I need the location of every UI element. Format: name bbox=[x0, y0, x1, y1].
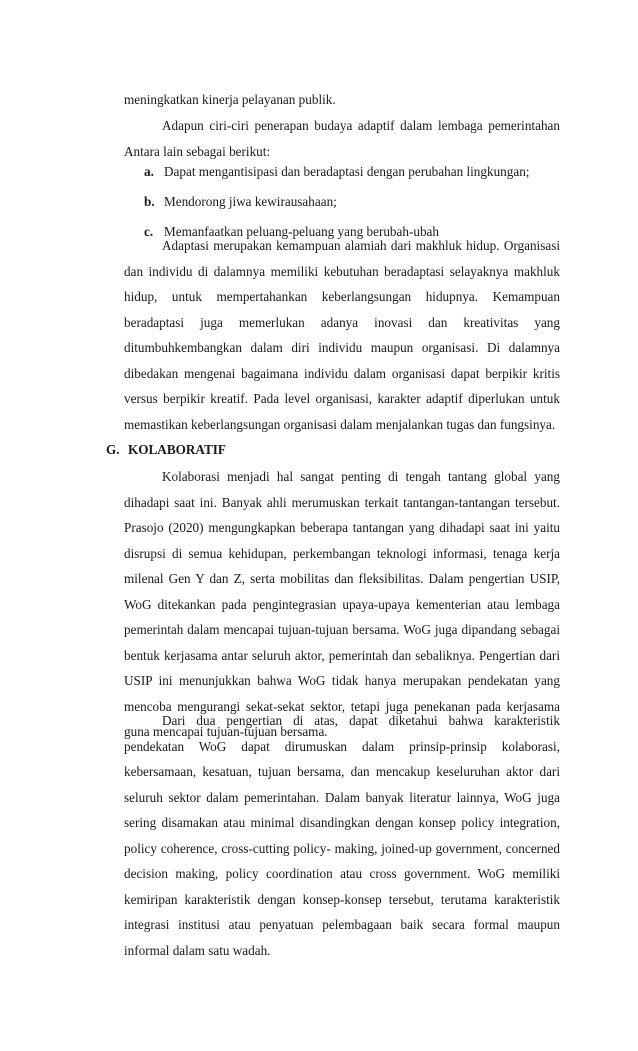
paragraph-adaptive-intro: Adapun ciri-ciri penerapan budaya adaptif dalam lembaga pemerintahan Antara lain sebagai berikut: bbox=[124, 118, 560, 159]
section-letter: G. bbox=[106, 442, 120, 457]
section-title: KOLABORATIF bbox=[128, 442, 226, 457]
section-heading-kolaboratif bbox=[106, 440, 226, 460]
list-item bbox=[124, 157, 560, 187]
paragraph-collaboration-2: Dari dua pengertian di atas, dapat diketahui bahwa karakteristik pendekatan WoG dapat dirumuskan dalam prinsip-prinsip kolaborasi, kebersamaan, kesatuan, tujuan bersama, dan mencakup keseluruhan aktor dari seluruh sektor dalam pemerintahan. Dalam banyak literatur lainnya, WoG juga sering disamakan atau minimal disandingkan dengan konsep policy integration, policy coherence, cross-cutting policy- making, joined-up government, concerned decision making, policy coordination atau cross government. WoG memiliki kemiripan karakteristik dengan konsep-konsep tersebut, terutama karakteristik integrasi institusi atau penyatuan pelembagaan baik secara formal maupun informal dalam satu wadah. bbox=[124, 713, 560, 958]
intro-line: meningkatkan kinerja pelayanan publik. bbox=[124, 92, 336, 107]
list-marker: a. bbox=[144, 164, 154, 179]
list-marker: c. bbox=[144, 224, 154, 239]
paragraph-adaptation: Adaptasi merupakan kemampuan alamiah dari makhluk hidup. Organisasi dan individu di dalamnya memiliki kebutuhan beradaptasi selayaknya makhluk hidup, untuk mempertahankan keberlangsungan hidupnya. Kemampuan beradaptasi juga memerlukan adanya inovasi dan kreativitas yang ditumbuhkembangkan dalam diri individu maupun organisasi. Di dalamnya dibedakan mengenai bagaimana individu dalam organisasi dapat berpikir kritis versus berpikir kreatif. Pada level organisasi, karakter adaptif diperlukan untuk memastikan keberlangsungan organisasi dalam menjalankan tugas dan fungsinya. bbox=[124, 238, 560, 432]
paragraph-collaboration-1: Kolaborasi menjadi hal sangat penting di tengah tantang global yang dihadapi saat ini. Banyak ahli merumuskan terkait tantangan-tantangan tersebut. Prasojo (2020) mengungkapkan beberapa tantangan yang dihadapi saat ini yaitu disrupsi di semua kehidupan, perkembangan teknologi informasi, tenaga kerja milenal Gen Y dan Z, serta mobilitas dan fleksibilitas. Dalam pengertian USIP, WoG ditekankan pada pengintegrasian upaya-upaya kementerian atau lembaga pemerintah dalam mencapai tujuan-tujuan bersama. WoG juga dipandang sebagai bentuk kerjasama antar seluruh aktor, pemerintah dan sebaliknya. Pengertian dari USIP ini menunjukkan bahwa WoG tidak hanya merupakan pendekatan yang mencoba mengurangi sekat-sekat sektor, tetapi juga penekanan pada kerjasama guna mencapai tujuan-tujuan bersama. bbox=[124, 469, 560, 739]
list-marker: b. bbox=[144, 194, 155, 209]
list-item-text: Memanfaatkan peluang-peluang yang berubah-ubah bbox=[164, 224, 439, 239]
list-item bbox=[124, 187, 560, 217]
list-item-text: Dapat mengantisipasi dan beradaptasi dengan perubahan lingkungan; bbox=[164, 164, 530, 179]
list-item-text: Mendorong jiwa kewirausahaan; bbox=[164, 194, 337, 209]
